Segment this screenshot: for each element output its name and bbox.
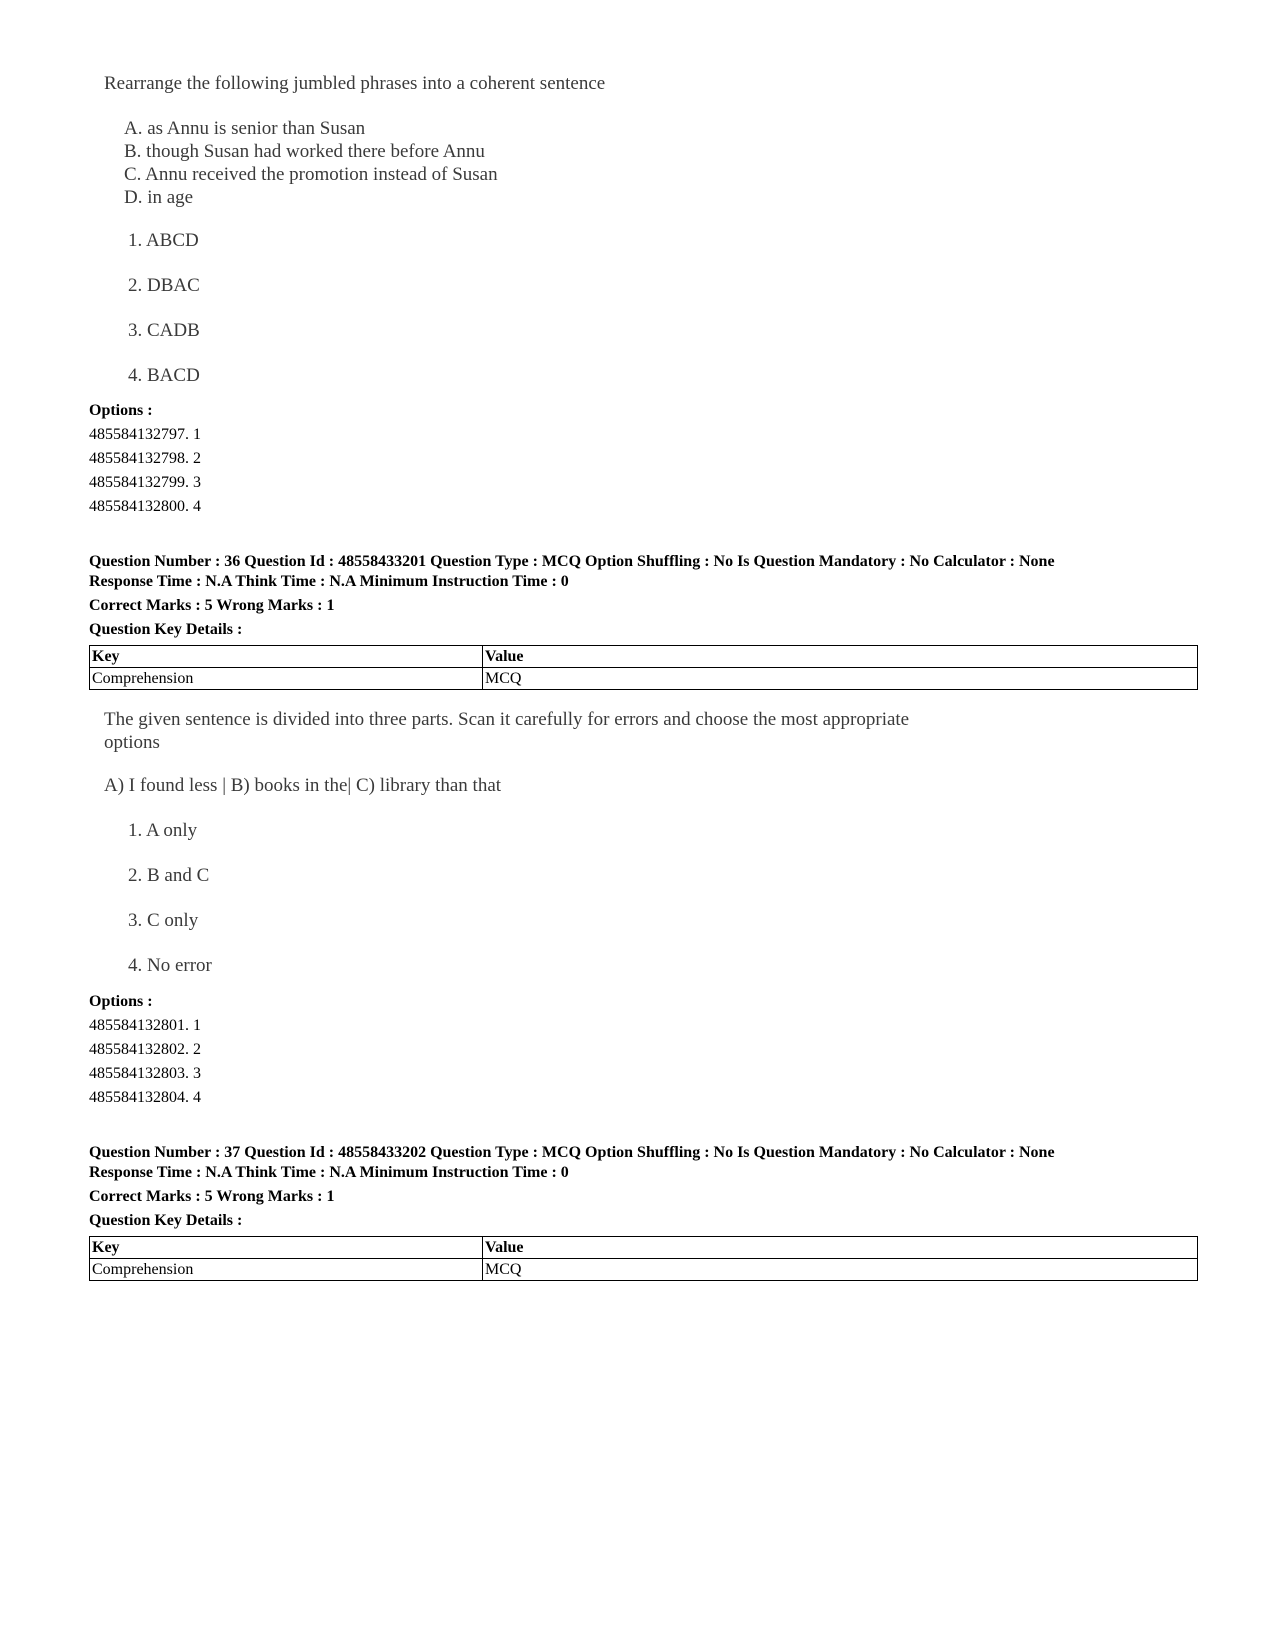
q37-meta-line1: Question Number : 37 Question Id : 48558433202 Question Type : MCQ Option Shuffling : No Is Question Mandatory : No Calculator : None: [89, 1144, 1055, 1161]
q35-prompt: Rearrange the following jumbled phrases into a coherent sentence: [104, 73, 606, 94]
q37-marks: Correct Marks : 5 Wrong Marks : 1: [89, 1188, 335, 1205]
q36-meta-line2: Response Time : N.A Think Time : N.A Minimum Instruction Time : 0: [89, 573, 569, 590]
q35-options-heading: Options :: [89, 402, 153, 419]
q36-choice-3: 3. C only: [128, 910, 199, 931]
q36-option-4: 485584132804. 4: [89, 1089, 201, 1106]
q36-options-heading: Options :: [89, 993, 153, 1010]
q36-key-table: [89, 645, 1198, 690]
q35-choice-3: 3. CADB: [128, 320, 200, 341]
q37-key-header: Key: [90, 1237, 483, 1259]
q35-phrase-c: C. Annu received the promotion instead of Susan: [124, 164, 498, 185]
q35-phrase-b: B. though Susan had worked there before Annu: [124, 141, 485, 162]
q35-choice-2: 2. DBAC: [128, 275, 200, 296]
q36-value-cell: MCQ: [483, 668, 1198, 690]
q37-key-cell: Comprehension: [90, 1259, 483, 1281]
q35-option-2: 485584132798. 2: [89, 450, 201, 467]
q36-option-3: 485584132803. 3: [89, 1065, 201, 1082]
q35-option-3: 485584132799. 3: [89, 474, 201, 491]
q36-key-details-label: Question Key Details :: [89, 621, 243, 638]
q36-option-2: 485584132802. 2: [89, 1041, 201, 1058]
q37-value-cell: MCQ: [483, 1259, 1198, 1281]
q36-sentence: A) I found less | B) books in the| C) library than that: [104, 775, 502, 796]
q35-choice-4: 4. BACD: [128, 365, 200, 386]
q37-meta-line2: Response Time : N.A Think Time : N.A Minimum Instruction Time : 0: [89, 1164, 569, 1181]
q36-key-header: Key: [90, 646, 483, 668]
q37-value-header: Value: [483, 1237, 1198, 1259]
q37-key-details-label: Question Key Details :: [89, 1212, 243, 1229]
q36-prompt-line2: options: [104, 732, 160, 753]
q36-option-1: 485584132801. 1: [89, 1017, 201, 1034]
q35-option-1: 485584132797. 1: [89, 426, 201, 443]
q36-value-header: Value: [483, 646, 1198, 668]
q35-option-4: 485584132800. 4: [89, 498, 201, 515]
q36-choice-1: 1. A only: [128, 820, 198, 841]
q35-phrase-a: A. as Annu is senior than Susan: [124, 118, 366, 139]
q36-prompt-line1: The given sentence is divided into three parts. Scan it carefully for errors and choose the most appropriate: [104, 709, 910, 730]
q37-key-table: [89, 1236, 1198, 1281]
q36-meta-line1: Question Number : 36 Question Id : 48558433201 Question Type : MCQ Option Shuffling : No Is Question Mandatory : No Calculator : None: [89, 553, 1055, 570]
q36-marks: Correct Marks : 5 Wrong Marks : 1: [89, 597, 335, 614]
q36-choice-2: 2. B and C: [128, 865, 210, 886]
q35-choice-1: 1. ABCD: [128, 230, 199, 251]
q36-choice-4: 4. No error: [128, 955, 212, 976]
q35-phrase-d: D. in age: [124, 187, 194, 208]
q36-key-cell: Comprehension: [90, 668, 483, 690]
